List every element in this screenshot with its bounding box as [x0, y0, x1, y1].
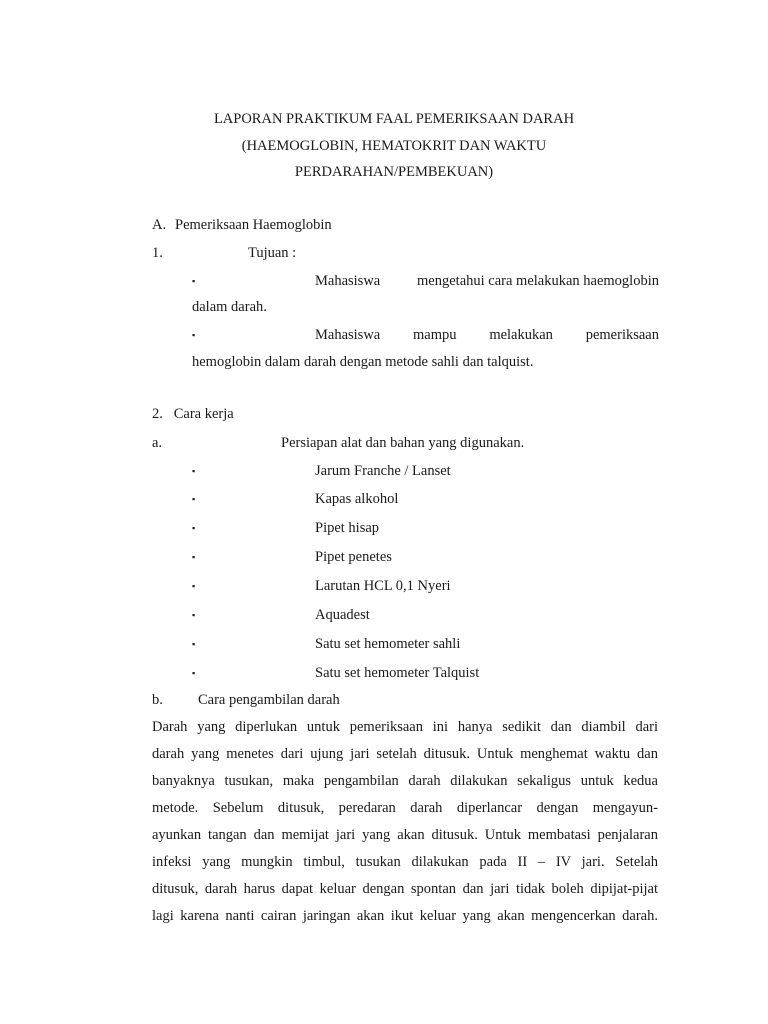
title-line-2: (HAEMOGLOBIN, HEMATOKRIT DAN WAKTU — [241, 138, 547, 154]
paragraph-line: ditusuk, darah harus dapat keluar dengan spontan dan jari tidak boleh dipijat-pijat — [152, 881, 658, 897]
item-1-number: 1. — [152, 245, 163, 261]
bullet-icon: ▪ — [192, 494, 196, 504]
equipment-item: Larutan HCL 0,1 Nyeri — [315, 578, 451, 594]
word: pemeriksaan — [585, 327, 659, 343]
equipment-item: Pipet penetes — [315, 549, 392, 565]
paragraph-line: ayunkan tangan dan memijat jari yang akan ditusuk. Untuk membatasi penjalaran — [152, 827, 658, 843]
paragraph-line: banyaknya tusukan, maka pengambilan darah dilakukan sekaligus untuk kedua — [152, 773, 658, 789]
bullet-icon: ▪ — [192, 523, 196, 533]
bullet-icon: ▪ — [192, 581, 196, 591]
title-line-1: LAPORAN PRAKTIKUM FAAL PEMERIKSAAN DARAH — [213, 111, 575, 127]
word: mampu — [413, 327, 457, 343]
word: Mahasiswa — [315, 327, 381, 343]
bullet-icon: ▪ — [192, 552, 196, 562]
tujuan-bullet-2-line-2: hemoglobin dalam darah dengan metode sahli dan talquist. — [192, 354, 534, 370]
bullet-icon: ▪ — [192, 668, 196, 678]
word: melakukan — [489, 327, 553, 343]
equipment-item: Pipet hisap — [315, 520, 380, 536]
section-a-marker: A. — [152, 217, 167, 233]
bullet-icon: ▪ — [192, 330, 196, 340]
item-2-label: 2. Cara kerja — [152, 406, 234, 422]
sub-b-marker: b. — [152, 692, 163, 708]
sub-a-marker: a. — [152, 435, 163, 451]
paragraph-line: darah yang menetes dari ujung jari setelah ditusuk. Untuk menghemat waktu dan — [152, 746, 658, 762]
item-1-label: Tujuan : — [248, 245, 297, 261]
sub-b-label: Cara pengambilan darah — [198, 692, 340, 708]
sub-a-label: Persiapan alat dan bahan yang digunakan. — [281, 435, 525, 451]
bullet-icon: ▪ — [192, 466, 196, 476]
section-a-heading: Pemeriksaan Haemoglobin — [175, 217, 332, 233]
bullet-icon: ▪ — [192, 639, 196, 649]
tujuan-bullet-2-line-1 — [315, 325, 659, 345]
paragraph-line: infeksi yang mungkin timbul, tusukan dilakukan pada II – IV jari. Setelah — [152, 854, 658, 870]
bullet-icon: ▪ — [192, 276, 196, 286]
equipment-item: Kapas alkohol — [315, 491, 399, 507]
paragraph-line: metode. Sebelum ditusuk, peredaran darah diperlancar dengan mengayun- — [152, 800, 658, 816]
tujuan-bullet-1-line-2: dalam darah. — [192, 299, 267, 315]
paragraph-line: lagi karena nanti cairan jaringan akan ikut keluar yang akan mengencerkan darah. — [152, 908, 658, 924]
equipment-item: Satu set hemometer sahli — [315, 636, 461, 652]
word: mengetahui cara melakukan haemoglobin — [417, 273, 659, 289]
tujuan-bullet-1-line-1 — [315, 271, 659, 291]
word: Mahasiswa — [315, 273, 381, 289]
equipment-item: Aquadest — [315, 607, 370, 623]
equipment-item: Satu set hemometer Talquist — [315, 665, 480, 681]
bullet-icon: ▪ — [192, 610, 196, 620]
paragraph-line: Darah yang diperlukan untuk pemeriksaan ini hanya sedikit dan diambil dari — [152, 719, 658, 735]
equipment-item: Jarum Franche / Lanset — [315, 463, 451, 479]
title-line-3: PERDARAHAN/PEMBEKUAN) — [294, 164, 494, 180]
